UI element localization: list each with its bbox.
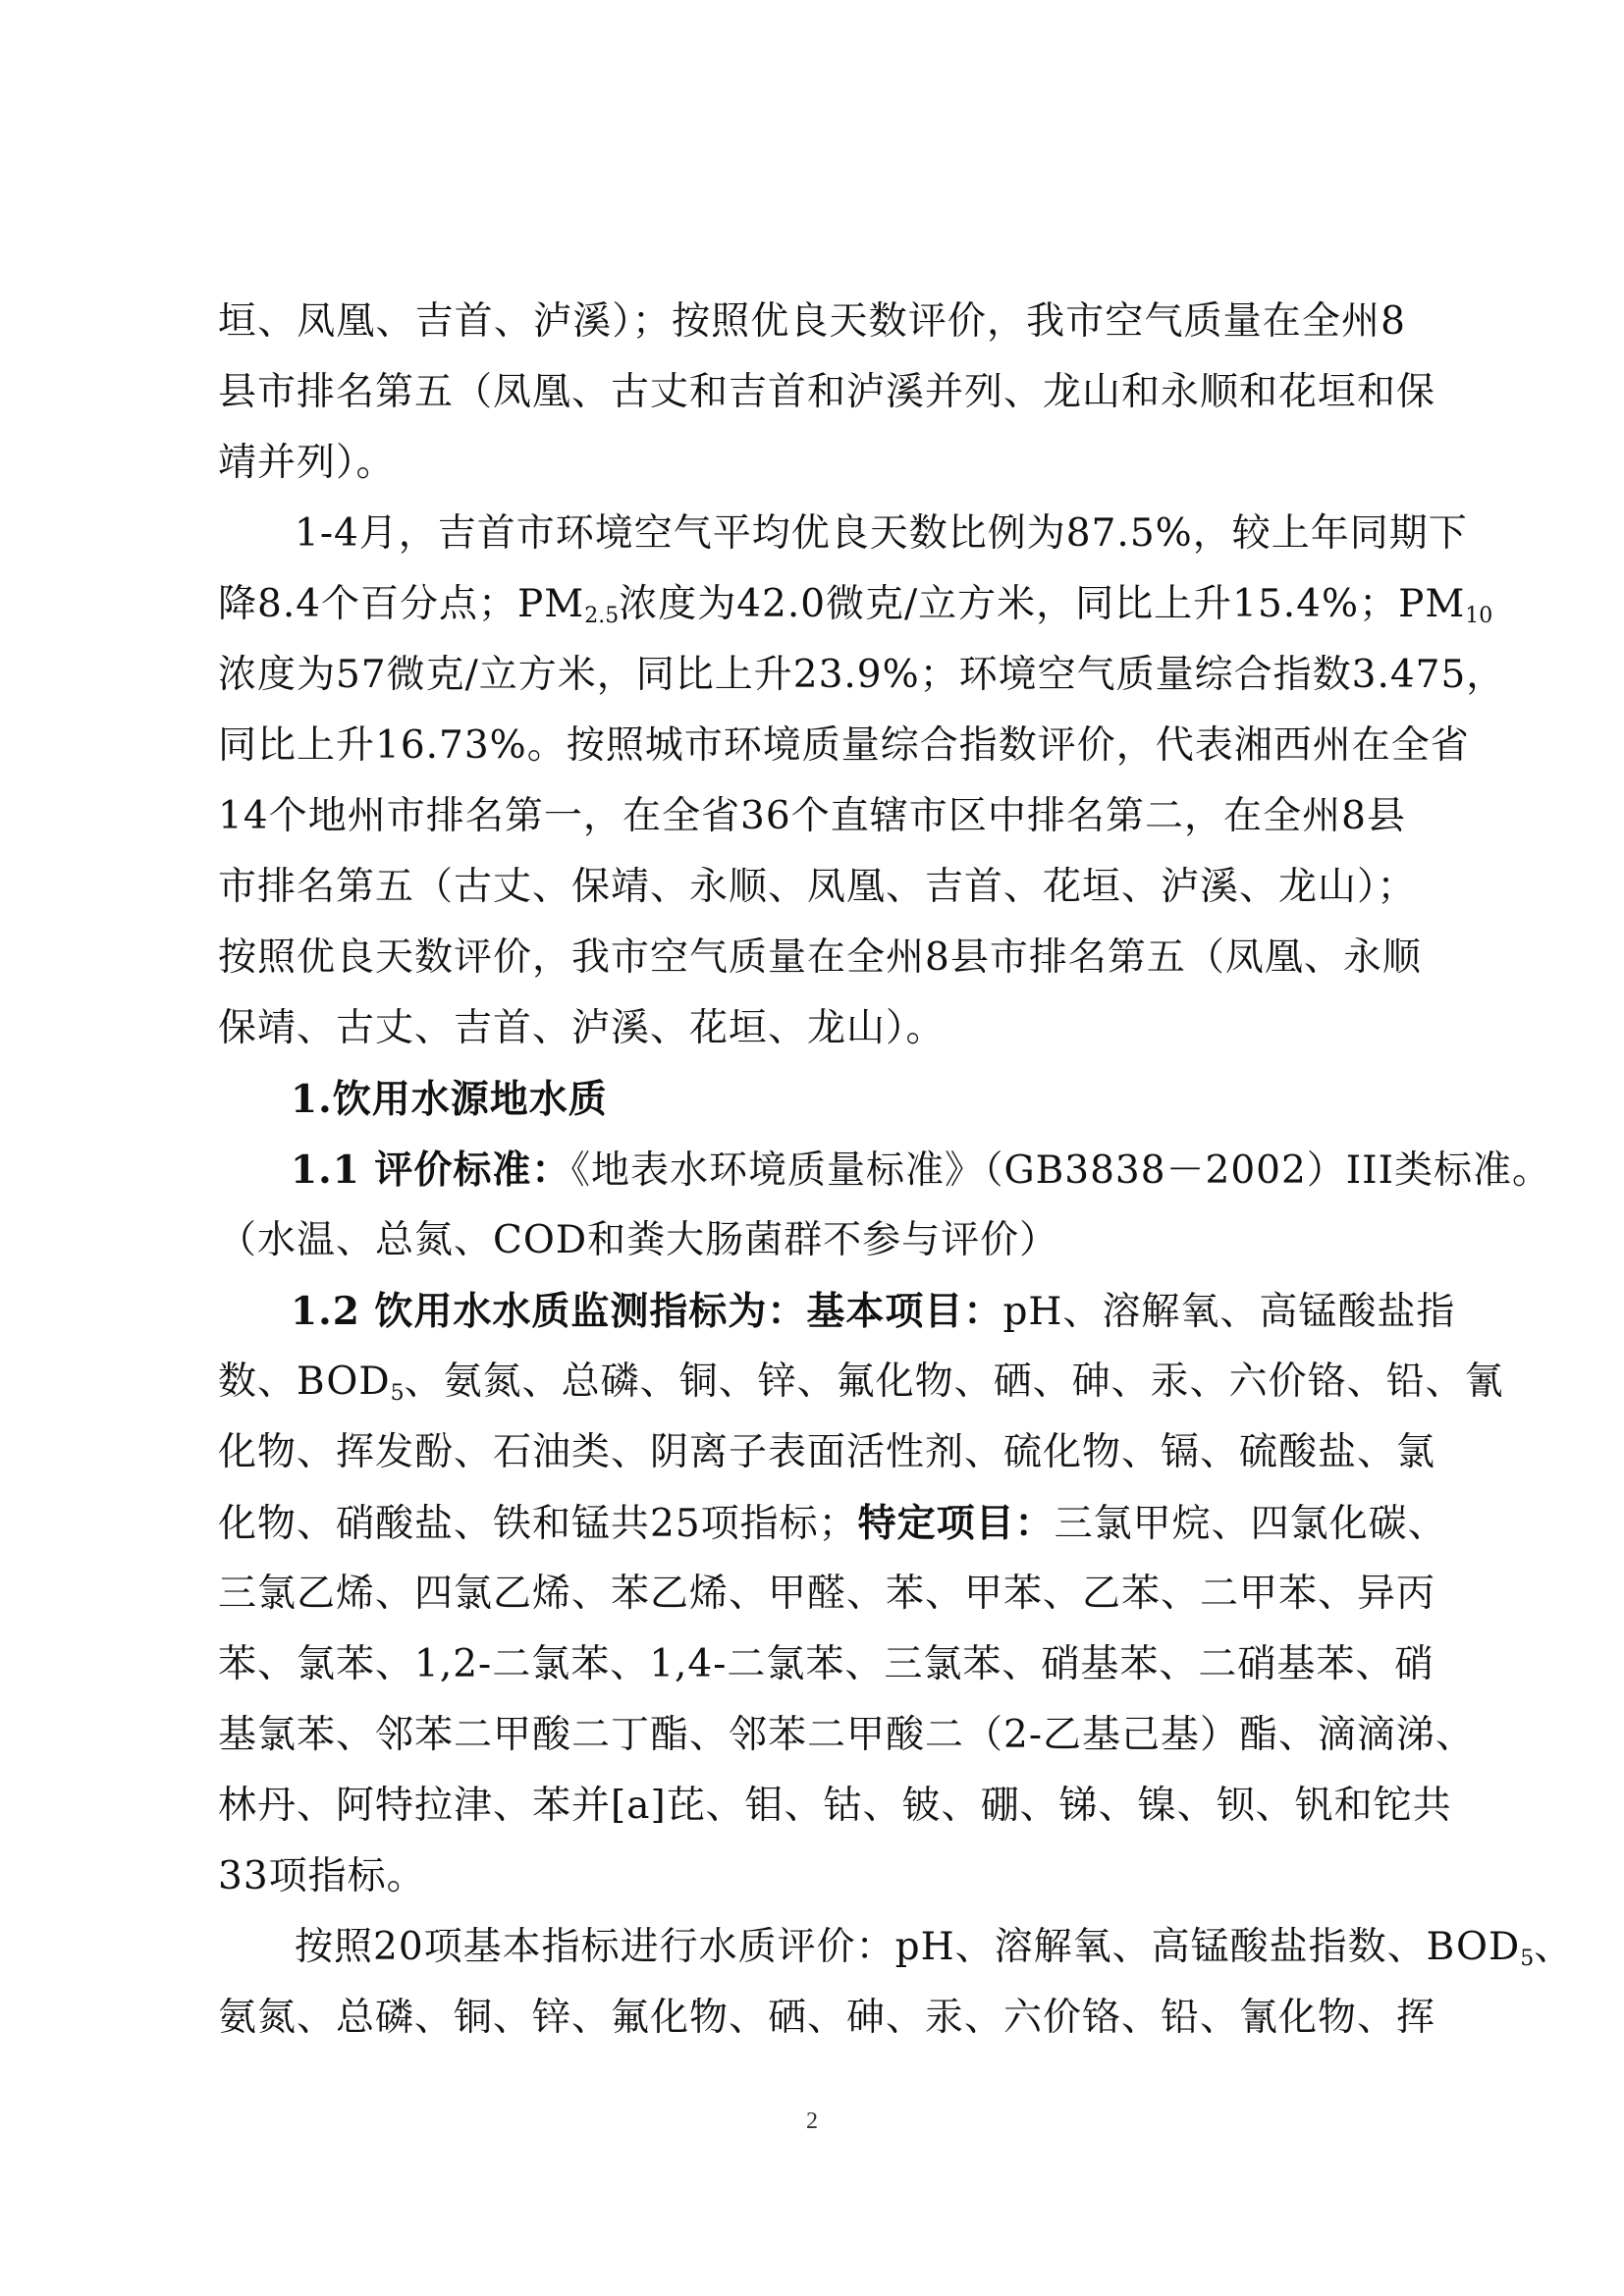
text-run: 降8.4个百分点；PM [218,582,585,626]
text-run: 按照20项基本指标进行水质评价：pH、溶解氧、高锰酸盐指数、BOD [295,1925,1521,1969]
text-line: 林丹、阿特拉津、苯并[a]芘、钼、钴、铍、硼、锑、镍、钡、钒和铊共 [218,1784,1452,1828]
text-line: 1-4月，吉首市环境空气平均优良天数比例为87.5%，较上年同期下 [295,511,1468,556]
text-line: （水温、总氮、COD和粪大肠菌群不参与评价） [218,1218,1059,1262]
text-line: 县市排名第五（凤凰、古丈和吉首和泸溪并列、龙山和永顺和花垣和保 [218,370,1436,414]
text-run: 、 [1534,1925,1574,1969]
text-line [218,1347,1504,1417]
text-line: 靖并列）。 [218,441,396,485]
page-number: 2 [806,2109,818,2134]
section-heading: 1.饮用水源地水质 [291,1077,608,1122]
subscript: 10 [1465,604,1493,628]
text-line: 14个地州市排名第一，在全省36个直辖市区中排名第二，在全州8县 [218,794,1406,838]
text-line [291,1276,1456,1347]
subscript: 5 [390,1381,405,1406]
text-line: 同比上升16.73%。按照城市环境质量综合指数评价，代表湘西州在全省 [218,723,1470,768]
text-run: 三氯甲烷、四氯化碳、 [1054,1502,1447,1546]
text-run: pH、溶解氧、高锰酸盐指 [1002,1290,1456,1334]
text-run: 、氨氮、总磷、铜、锌、氟化物、硒、砷、汞、六价铬、铅、氰 [404,1360,1504,1404]
text-line: 苯、氯苯、1,2-二氯苯、1,4-二氯苯、三氯苯、硝基苯、二硝基苯、硝 [218,1642,1435,1686]
subheading: 1.1 评价标准： [291,1148,571,1193]
text-run: 《地表水环境质量标准》（GB3838－2002）III类标准。 [570,1148,1551,1193]
text-line: 基氯苯、邻苯二甲酸二丁酯、邻苯二甲酸二（2-乙基己基）酯、滴滴涕、 [218,1713,1475,1757]
text-line [218,569,1493,640]
text-line: 按照优良天数评价，我市空气质量在全州8县市排名第五（凤凰、永顺 [218,935,1422,980]
text-line: 化物、挥发酚、石油类、阴离子表面活性剂、硫化物、镉、硫酸盐、氯 [218,1430,1436,1474]
text-line: 33项指标。 [218,1854,426,1898]
subscript: 5 [1520,1947,1535,1971]
text-run: 数、BOD [218,1360,391,1404]
bold-label: 特定项目： [857,1501,1055,1546]
text-line: 市排名第五（古丈、保靖、永顺、凤凰、吉首、花垣、泸溪、龙山）； [218,865,1417,909]
text-line: 保靖、古丈、吉首、泸溪、花垣、龙山）。 [218,1006,946,1050]
text-run: 浓度为42.0微克/立方米，同比上升15.4%；PM [619,582,1466,626]
text-line [295,1912,1574,1983]
text-line: 垣、凤凰、吉首、泸溪）；按照优良天数评价，我市空气质量在全州8 [218,299,1406,344]
subscript: 2.5 [584,604,620,628]
text-line: 浓度为57微克/立方米，同比上升23.9%；环境空气质量综合指数3.475， [218,653,1506,697]
text-line: 氨氮、总磷、铜、锌、氟化物、硒、砷、汞、六价铬、铅、氰化物、挥 [218,1996,1436,2040]
text-line [291,1135,1551,1205]
text-line: 三氯乙烯、四氯乙烯、苯乙烯、甲醛、苯、甲苯、乙苯、二甲苯、异丙 [218,1572,1436,1616]
text-run: 化物、硝酸盐、铁和锰共25项指标； [218,1502,858,1546]
text-line [218,1488,1447,1559]
subheading: 1.2 饮用水水质监测指标为：基本项目： [291,1289,1003,1334]
